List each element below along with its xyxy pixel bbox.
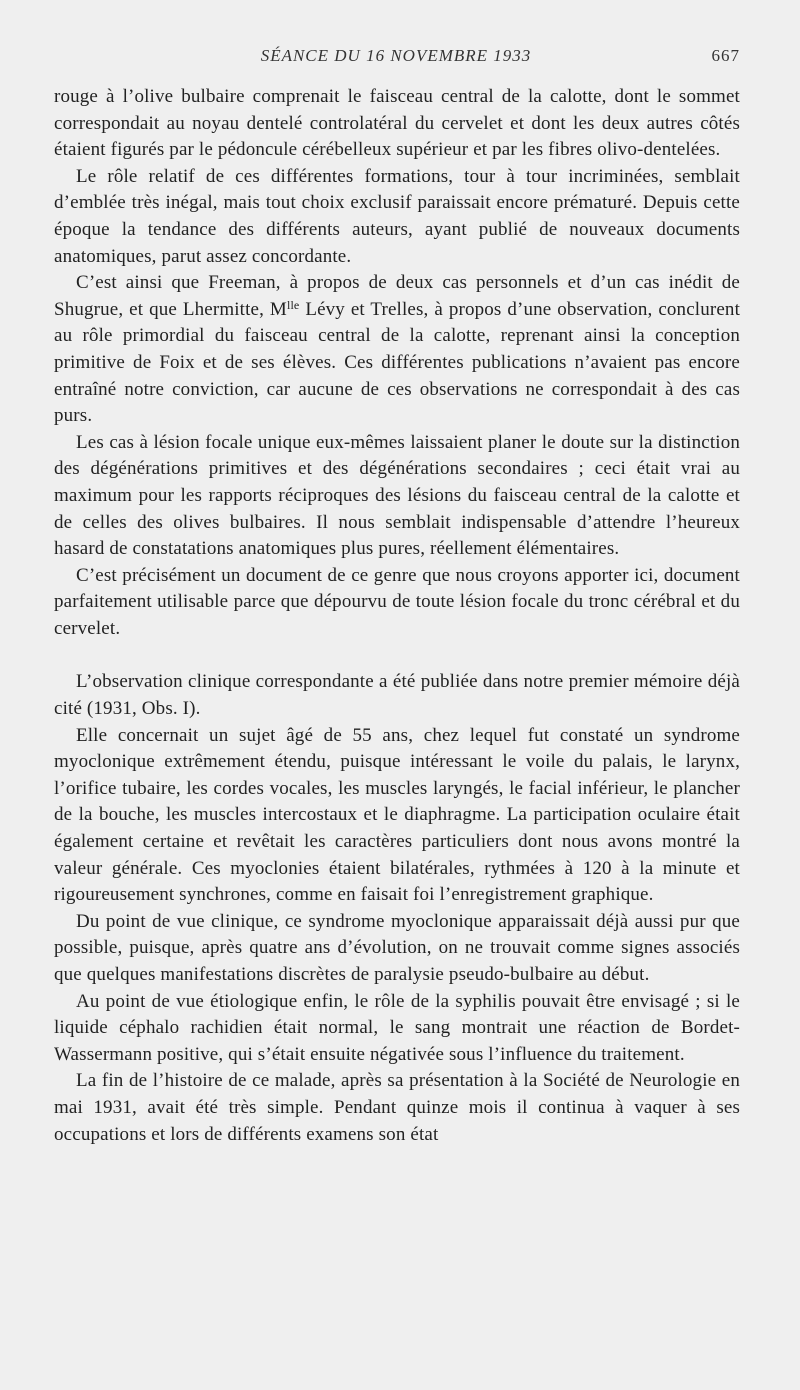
page-number: 667	[711, 46, 740, 65]
paragraph: Le rôle relatif de ces différentes formations, tour à tour incriminées, semblait d’emblée très inégal, mais tout choix exclusif paraissait encore prématuré. Depuis cette époque la tendance des différents auteurs, ayant publié de nouveaux documents anatomiques, parut assez concordante.	[54, 165, 740, 267]
body-text	[54, 84, 740, 1148]
paragraph: Au point de vue étiologique enfin, le rôle de la syphilis pouvait être envisagé ; si le liquide céphalo rachidien était normal, le sang montrait une réaction de Bordet-Wassermann positive, qui s’était ensuite négativée sous l’influence du traitement.	[54, 990, 740, 1065]
running-head-title: SÉANCE DU 16 NOVEMBRE 1933	[260, 46, 532, 65]
superscript-abbreviation: lle	[286, 297, 300, 312]
paragraph: Du point de vue clinique, ce syndrome myoclonique apparaissait déjà aussi pur que possible, puisque, après quatre ans d’évolution, on ne trouvait comme signes associés que quelques manifestations discrètes de paralysie pseudo-bulbaire au début.	[54, 910, 740, 985]
paragraph: La fin de l’histoire de ce malade, après sa présentation à la Société de Neurologie en mai 1931, avait été très simple. Pendant quinze mois il continua à vaquer à ses occupations et lors de différents examens son état	[54, 1070, 740, 1145]
paragraph: C’est précisément un document de ce genre que nous croyons apporter ici, document parfaitement utilisable parce que dépourvu de toute lésion focale du tronc cérébral et du cervelet.	[54, 564, 740, 639]
paragraph	[54, 270, 740, 430]
paragraph: L’observation clinique correspondante a été publiée dans notre premier mémoire déjà cité (1931, Obs. I).	[54, 671, 740, 720]
paragraph: Les cas à lésion focale unique eux-mêmes laissaient planer le doute sur la distinction des dégénérations primitives et des dégénérations secondaires ; ceci était vrai au maximum pour les rapports réciproques des lésions du faisceau central de la calotte et de celles des olives bulbaires. Il nous semblait indispensable d’attendre l’heureux hasard de constatations anatomiques plus pures, réellement élémentaires.	[54, 431, 740, 560]
running-head	[52, 46, 740, 74]
paragraph: Elle concernait un sujet âgé de 55 ans, chez lequel fut constaté un syndrome myoclonique extrêmement étendu, puisque intéressant le voile du palais, le larynx, l’orifice tubaire, les cordes vocales, les muscles laryngés, le facial inférieur, le plancher de la bouche, les muscles intercostaux et le diaphragme. La participation oculaire était également certaine et revêtait les caractères particuliers dont nous avons montré la valeur générale. Ces myoclonies étaient bilatérales, rythmées à 120 à la minute et rigoureusement synchrones, comme en faisait foi l’enregistrement graphique.	[54, 724, 740, 906]
paragraph: rouge à l’olive bulbaire comprenait le faisceau central de la calotte, dont le sommet correspondait au noyau dentelé controlatéral du cervelet et dont les deux autres côtés étaient figurés par le pédoncule cérébelleux supérieur et par les fibres olivo-dentelées.	[54, 86, 740, 161]
paragraph-text: Lévy et Trelles, à propos d’une observation, conclurent au rôle primordial du faisceau central de la calotte, reprenant ainsi la conception primitive de Foix et de ses élèves. Ces différentes publications n’avaient pas encore entraîné notre conviction, car aucune de ces observations ne correspondait à des cas purs.	[54, 298, 741, 427]
paragraph-text: C’est ainsi que Freeman, à propos de deux cas personnels et d’un cas inédit de Shugrue, et que Lhermitte, M	[54, 272, 740, 320]
